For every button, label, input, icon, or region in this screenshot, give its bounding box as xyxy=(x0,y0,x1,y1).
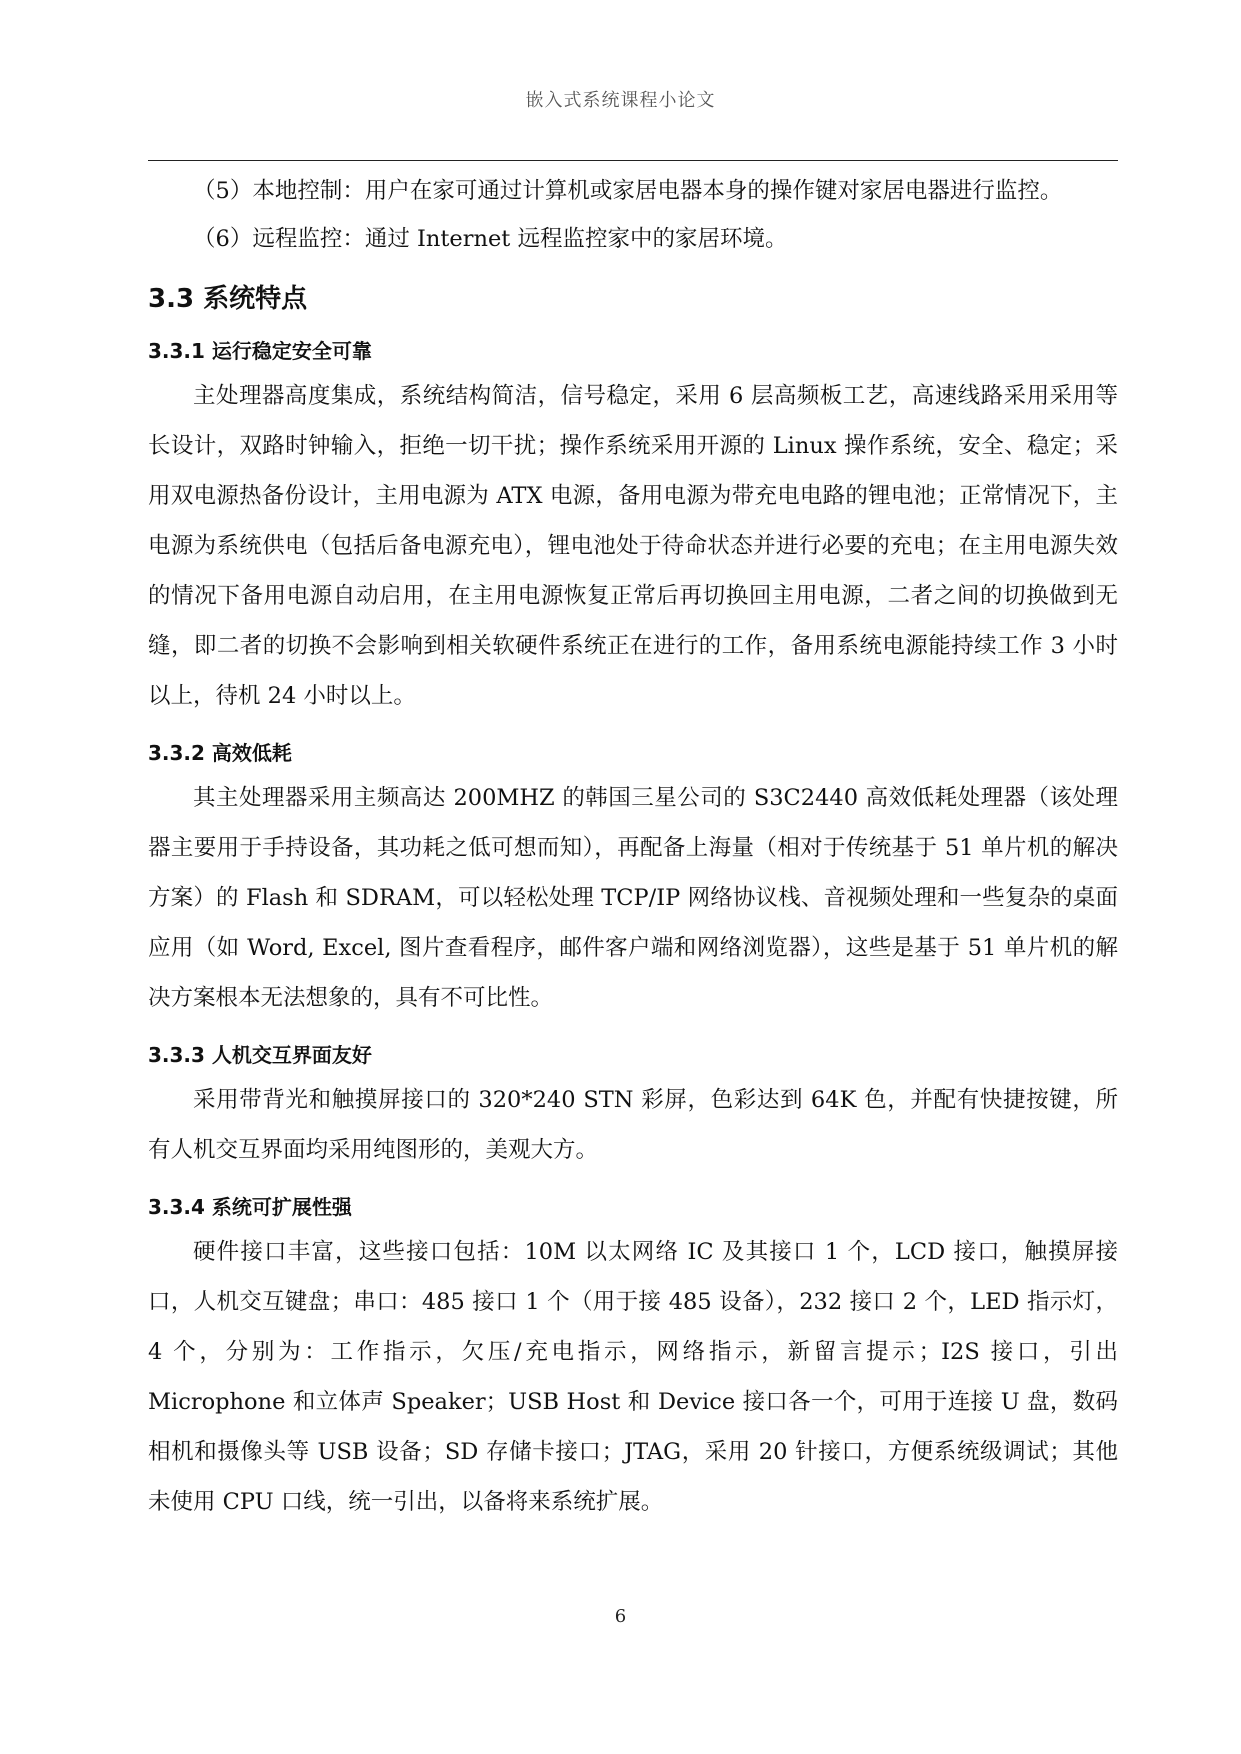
page-content xyxy=(148,167,1118,1527)
header-rule xyxy=(148,160,1118,161)
section-heading: 3.3 系统特点 xyxy=(148,284,308,314)
subsection-heading-extensibility: 3.3.4 系统可扩展性强 xyxy=(148,1195,352,1219)
list-item-local-control: （5）本地控制：用户在家可通过计算机或家居电器本身的操作键对家居电器进行监控。 xyxy=(193,178,1063,204)
paragraph-hci: 采用带背光和触摸屏接口的 320*240 STN 彩屏，色彩达到 64K 色，并配有快捷按键，所有人机交互界面均采用纯图形的，美观大方。 xyxy=(148,1087,1118,1163)
running-header: 嵌入式系统课程小论文 xyxy=(525,90,716,111)
paragraph-stability: 主处理器高度集成，系统结构简洁，信号稳定，采用 6 层高频板工艺，高速线路采用采用等长设计，双路时钟输入，拒绝一切干扰；操作系统采用开源的 Linux 操作系统，安全、稳定；采用双电源热备份设计，主用电源为 ATX 电源，备用电源为带充电电路的锂电池；正常情况下，主电源为系统供电（包括后备电源充电），锂电池处于待命状态并进行必要的充电；在主用电源失效的情况下备用电源自动启用，在主用电源恢复正常后再切换回主用电源，二者之间的切换做到无缝，即二者的切换不会影响到相关软硬件系统正在进行的工作，备用系统电源能持续工作 3 小时以上，待机 24 小时以上。 xyxy=(148,383,1118,709)
paragraph-efficiency: 其主处理器采用主频高达 200MHZ 的韩国三星公司的 S3C2440 高效低耗处理器（该处理器主要用于手持设备，其功耗之低可想而知），再配备上海量（相对于传统基于 51 单片机的解决方案）的 Flash 和 SDRAM，可以轻松处理 TCP/IP 网络协议栈、音视频处理和一些复杂的桌面应用（如 Word, Excel, 图片查看程序，邮件客户端和网络浏览器），这些是基于 51 单片机的解决方案根本无法想象的，具有不可比性。 xyxy=(148,785,1118,1011)
subsection-heading-stability: 3.3.1 运行稳定安全可靠 xyxy=(148,339,372,363)
page-number: 6 xyxy=(614,1606,627,1627)
paragraph-extensibility: 硬件接口丰富，这些接口包括：10M 以太网络 IC 及其接口 1 个，LCD 接口，触摸屏接口，人机交互键盘；串口：485 接口 1 个（用于接 485 设备），232 接口 2 个，LED 指示灯，4 个，分别为：工作指示，欠压/充电指示，网络指示，新留言提示；I2S 接口，引出 Microphone 和立体声 Speaker；USB Host 和 Device 接口各一个，可用于连接 U 盘，数码相机和摄像头等 USB 设备；SD 存储卡接口；JTAG，采用 20 针接口，方便系统级调试；其他未使用 CPU 口线，统一引出，以备将来系统扩展。 xyxy=(148,1239,1118,1515)
subsection-heading-efficiency: 3.3.2 高效低耗 xyxy=(148,741,292,765)
list-item-remote-monitoring: （6）远程监控：通过 Internet 远程监控家中的家居环境。 xyxy=(193,226,788,252)
subsection-heading-hci: 3.3.3 人机交互界面友好 xyxy=(148,1043,372,1067)
